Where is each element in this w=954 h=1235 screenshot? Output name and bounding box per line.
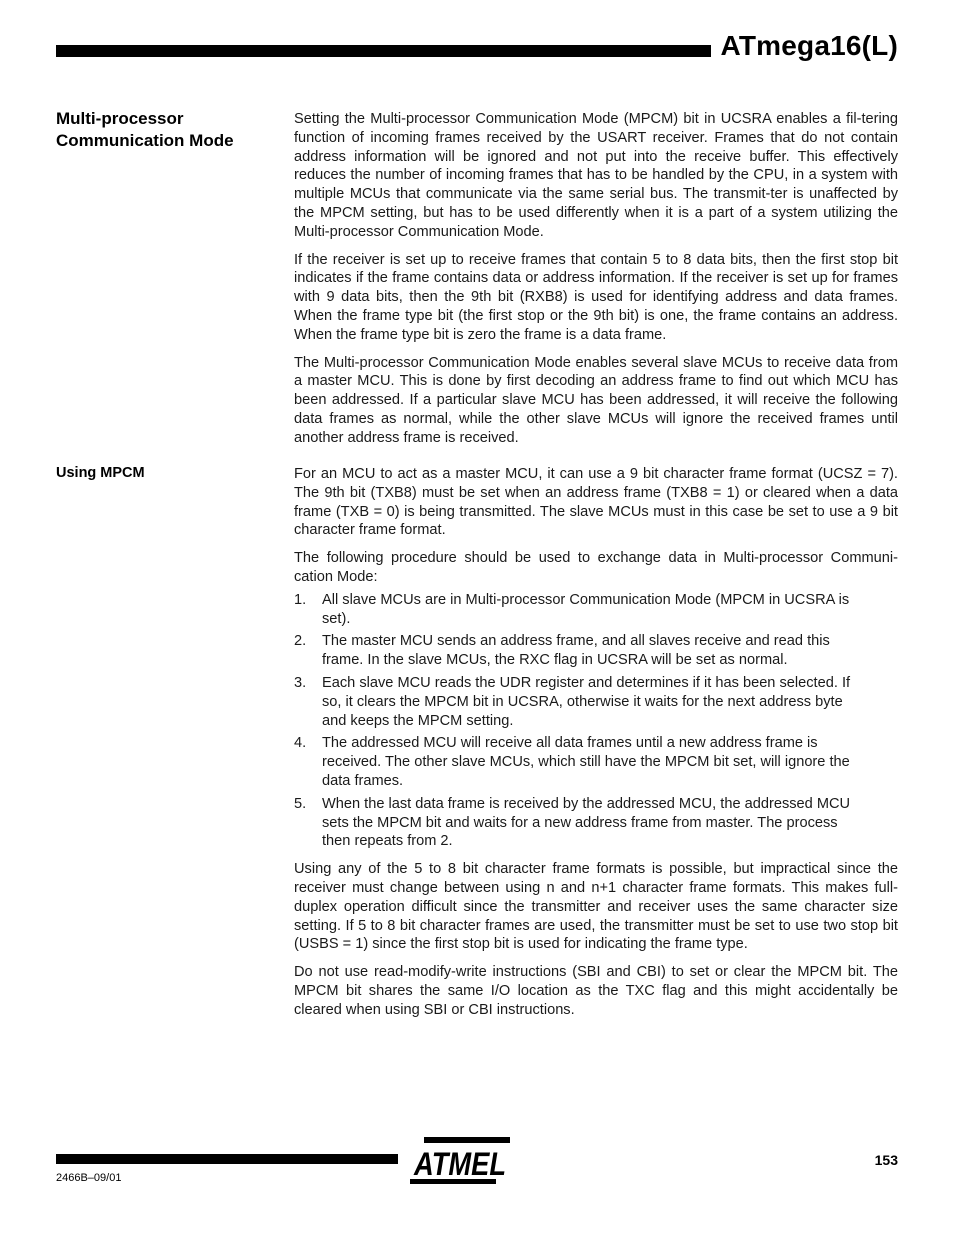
list-number: 5.	[294, 795, 307, 812]
list-number: 1.	[294, 591, 307, 608]
page-number: 153	[874, 1152, 898, 1168]
list-text: Each slave MCU reads the UDR register and determines if it has been selected. If so, it clears the MPCM bit in UCSRA, otherwise it waits for the next address byte and keeps the MPCM setting.	[322, 674, 851, 729]
paragraph: Using any of the 5 to 8 bit character frame formats is possible, but impractical since the receiver must change between using n and n+1 character frame formats. This makes full-duplex operation difficult since the transmitter and receiver uses the same character size setting. If 5 to 8 bit character frames are used, the transmitter must be set to use two stop bit (USBS = 1) since the first stop bit is used for indicating the frame type.	[294, 861, 898, 953]
list-text: The addressed MCU will receive all data frames until a new address frame is received. The other slave MCUs, which still have the MPCM bit set, will ignore the data frames.	[322, 735, 850, 789]
paragraph: Setting the Multi-processor Communication Mode (MPCM) bit in UCSRA enables a fil-tering function of incoming frames received by the USART receiver. Frames that do not contain address information will be ignored and not put into the receive buffer. This effectively reduces the number of incoming frames that has to be handled by the CPU, in a system with multiple MCUs that communicate via the same serial bus. The transmit-ter is unaffected by the MPCM setting, but has to be used differently when it is a part of a system utilizing the Multi-processor Communication Mode.	[294, 111, 898, 240]
list-number: 2.	[294, 633, 307, 650]
procedure-list	[294, 591, 898, 851]
paragraph: If the receiver is set up to receive frames that contain 5 to 8 data bits, then the first stop bit indicates if the frame contains data or address information. If the receiver is set up for frames with 9 data bits, then the 9th bit (RXB8) is used for identifying address and data frames. When the frame type bit (the first stop or the 9th bit) is one, the frame contains an address. When the frame type bit is zero the frame is a data frame.	[294, 251, 898, 343]
list-item	[294, 591, 870, 629]
list-item	[294, 632, 870, 670]
paragraph: Do not use read-modify-write instructions (SBI and CBI) to set or clear the MPCM bit. The MPCM bit shares the same I/O location as the TXC flag and this might accidentally be cleared when using SBI or CBI instructions.	[294, 964, 898, 1018]
header-rule	[56, 45, 711, 57]
document-code: 2466B–09/01	[56, 1172, 122, 1184]
footer-rule	[56, 1154, 398, 1164]
list-item	[294, 674, 870, 730]
list-item	[294, 734, 870, 790]
section-body-mpcm	[294, 110, 898, 457]
paragraph: For an MCU to act as a master MCU, it can use a 9 bit character frame format (UCSZ = 7). The 9th bit (TXB8) must be set when an address frame (TXB8 = 1) or cleared when a data frame (TXB = 0) is being transmitted. The slave MCUs must in this case be set to use a 9 bit character frame format.	[294, 466, 898, 539]
section-body-using-mpcm	[294, 465, 898, 1029]
document-title: ATmega16(L)	[720, 30, 898, 61]
list-text: The master MCU sends an address frame, and all slaves receive and read this frame. In the slave MCUs, the RXC flag in UCSRA will be set as normal.	[322, 633, 830, 669]
section-heading-using-mpcm: Using MPCM	[56, 465, 145, 481]
paragraph: The Multi-processor Communication Mode enables several slave MCUs to receive data from a master MCU. This is done by first decoding an address frame to find out which MCU has been addressed. If a particular slave MCU has been addressed, it will receive the following data frames as normal, while the other slave MCUs will ignore the received frames until another address frame is received.	[294, 354, 898, 446]
atmel-logo-icon	[410, 1135, 510, 1185]
paragraph: The following procedure should be used to exchange data in Multi-processor Communi-cation Mode:	[294, 550, 898, 585]
list-number: 4.	[294, 735, 307, 752]
list-item	[294, 795, 870, 851]
list-number: 3.	[294, 674, 307, 691]
list-text: All slave MCUs are in Multi-processor Communication Mode (MPCM in UCSRA is set).	[322, 591, 850, 627]
list-text: When the last data frame is received by the addressed MCU, the addressed MCU sets the MPCM bit and waits for a new address frame from master. The process then repeats from 2.	[322, 795, 851, 850]
section-heading-mpcm: Multi-processor Communication Mode	[56, 109, 234, 150]
logo-wordmark: ATMEL	[413, 1146, 506, 1182]
